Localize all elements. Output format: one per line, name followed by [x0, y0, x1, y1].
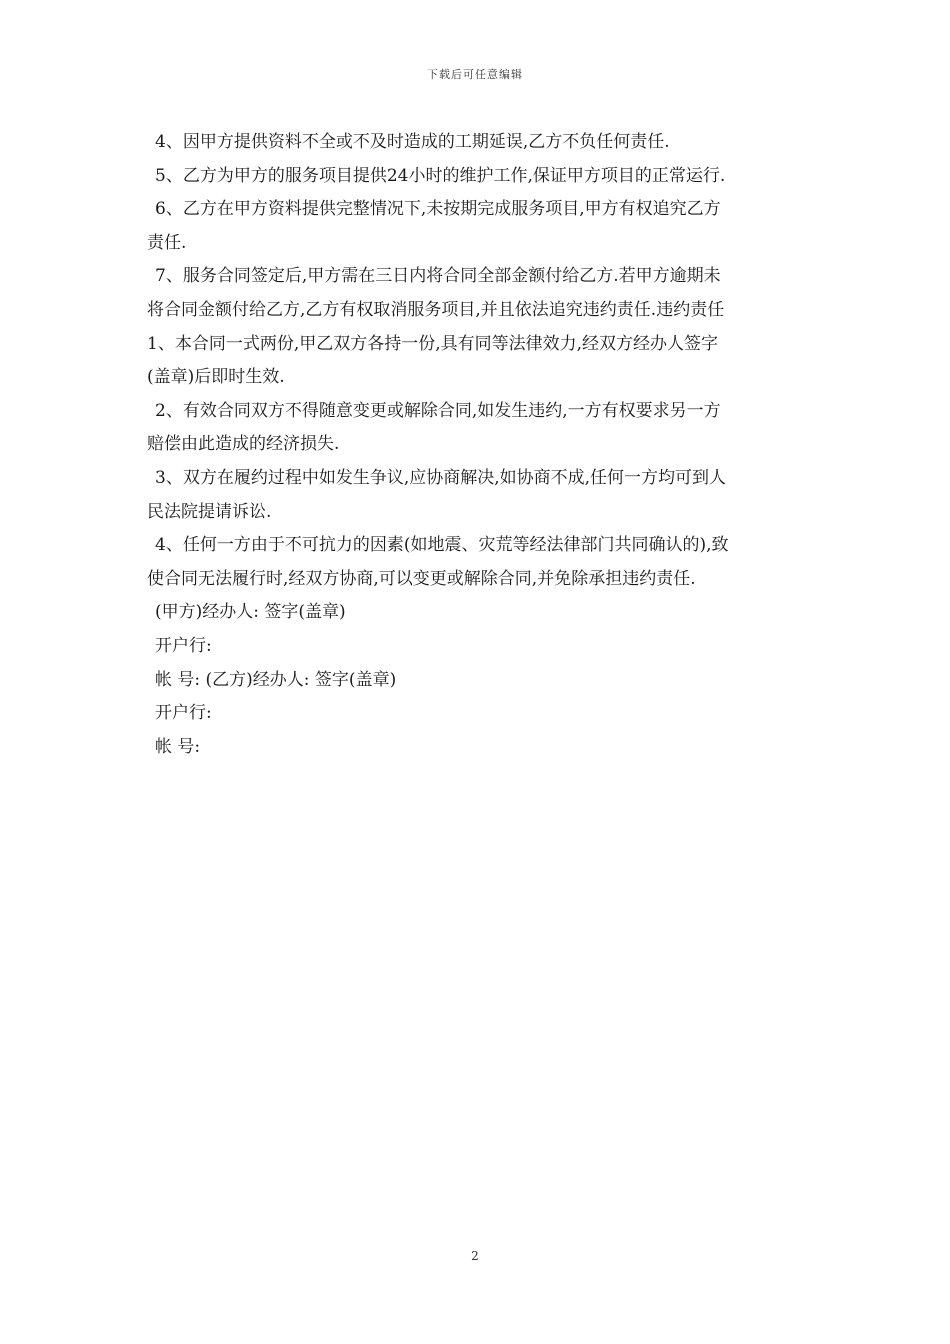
document-body [147, 126, 809, 764]
text-line: 7、服务合同签定后,甲方需在三日内将合同全部金额付给乙方.若甲方逾期未 [155, 266, 721, 287]
text-line: 6、乙方在甲方资料提供完整情况下,未按期完成服务项目,甲方有权追究乙方 [155, 199, 721, 220]
text-line: 民法院提请诉讼. [147, 501, 272, 522]
text-line: 3、双方在履约过程中如发生争议,应协商解决,如协商不成,任何一方均可到人 [155, 467, 727, 488]
page-number: 2 [471, 1249, 479, 1263]
signature-line-party-b: 帐 号: (乙方)经办人: 签字(盖章) [155, 669, 397, 690]
bank-line-party-b: 开户行: [155, 703, 212, 724]
text-line: 4、任何一方由于不可抗力的因素(如地震、灾荒等经法律部门共同确认的),致 [155, 535, 729, 556]
page-header: 下载后可任意编辑 [427, 68, 523, 81]
text-line: 使合同无法履行时,经双方协商,可以变更或解除合同,并免除承担违约责任. [147, 568, 696, 589]
text-line: 1、本合同一式两份,甲乙双方各持一份,具有同等法律效力,经双方经办人签字 [147, 333, 719, 354]
text-line: 将合同金额付给乙方,乙方有权取消服务项目,并且依法追究违约责任.违约责任 [147, 299, 725, 320]
text-line: 5、乙方为甲方的服务项目提供24小时的维护工作,保证甲方项目的正常运行. [155, 165, 726, 186]
text-line: 4、因甲方提供资料不全或不及时造成的工期延误,乙方不负任何责任. [155, 132, 670, 152]
text-line: 责任. [147, 232, 187, 253]
text-line: 2、有效合同双方不得随意变更或解除合同,如发生违约,一方有权要求另一方 [155, 400, 721, 421]
account-line-party-b: 帐 号: [155, 736, 201, 757]
bank-line-party-a: 开户行: [155, 635, 212, 656]
signature-line-party-a: (甲方)经办人: 签字(盖章) [155, 602, 346, 623]
text-line: (盖章)后即时生效. [147, 367, 285, 388]
text-line: 赔偿由此造成的经济损失. [147, 434, 340, 455]
